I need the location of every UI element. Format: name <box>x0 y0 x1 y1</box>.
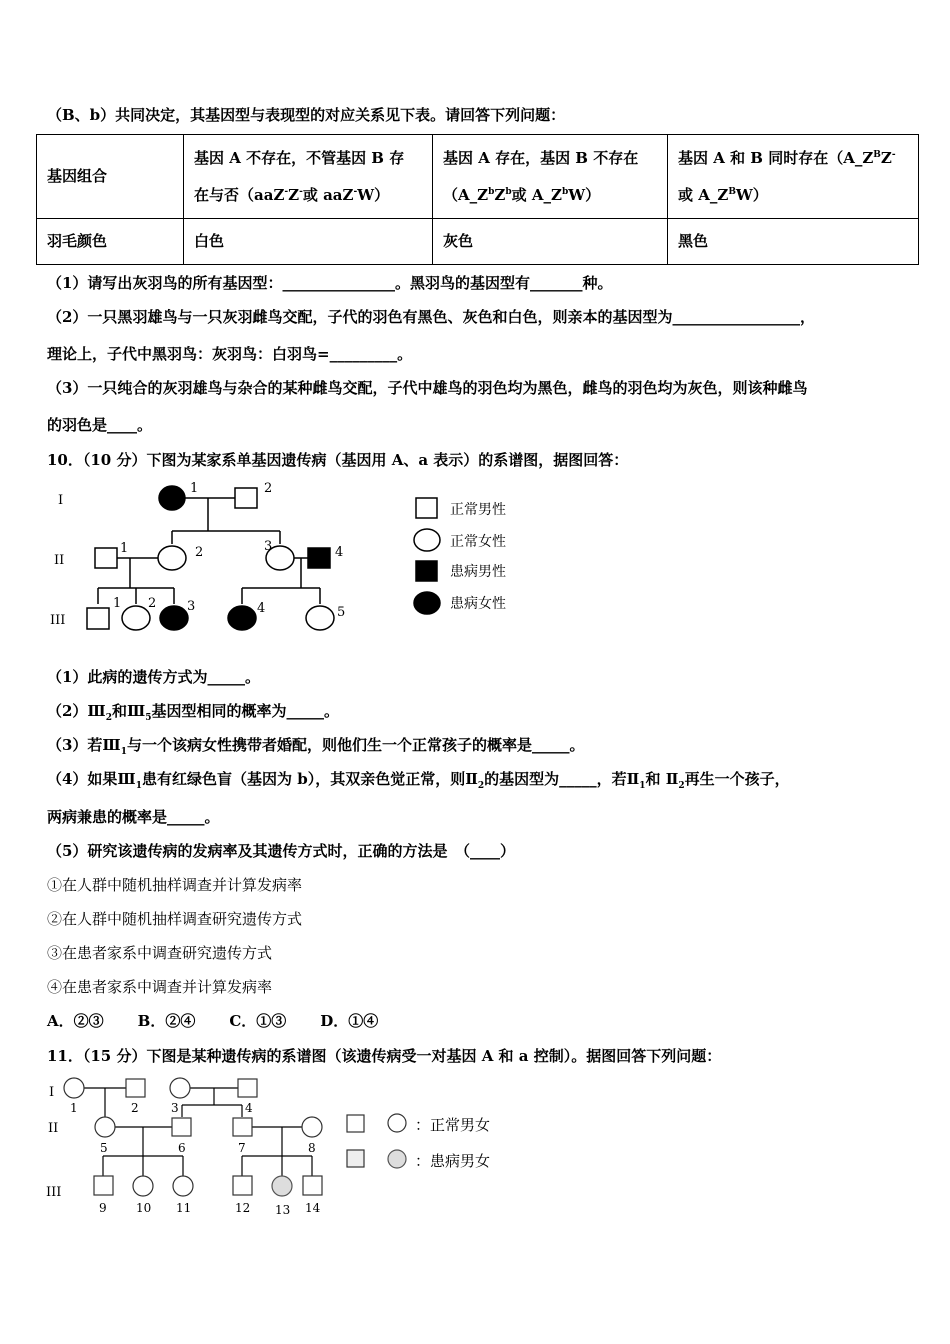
q11-legend-normal-male <box>347 1115 364 1132</box>
q11-num: 13 <box>275 1203 291 1217</box>
q11-num: 8 <box>308 1141 316 1155</box>
q11-gen-II: II <box>48 1121 59 1136</box>
q11-num: 14 <box>305 1201 321 1215</box>
q11-III11 <box>173 1176 193 1196</box>
q11-num: 7 <box>238 1141 246 1155</box>
q10-part5: （5）研究该遗传病的发病率及其遗传方式时，正确的方法是 （____） <box>47 842 515 860</box>
q11-num: 4 <box>245 1101 253 1115</box>
table-cell-white: 白色 <box>184 219 433 265</box>
q9-part1: （1）请写出灰羽鸟的所有基因型：_______________。黑羽鸟的基因型有_______种。 <box>47 274 613 292</box>
q9-part2b: 理论上，子代中黑羽鸟：灰羽鸟：白羽鸟=_________。 <box>47 345 413 363</box>
q11-III10 <box>133 1176 153 1196</box>
q10-legend-affected-male <box>416 561 437 581</box>
q10-legend-affected-female <box>414 592 440 614</box>
table-header-combo: 基因组合 <box>37 135 184 219</box>
q11-III13 <box>272 1176 292 1196</box>
q10-num: 2 <box>148 596 157 611</box>
q10-num: 4 <box>257 601 266 616</box>
q10-item: ①在人群中随机抽样调查并计算发病率 <box>47 876 303 894</box>
q10-title: 10．（10 分）下图为某家系单基因遗传病（基因用 A、a 表示）的系谱图，据图回答： <box>47 451 629 469</box>
q10-II1-normal-male <box>95 548 117 568</box>
q10-num: 2 <box>264 481 273 496</box>
q11-legend-affected-male <box>347 1150 364 1167</box>
q11-II6 <box>172 1118 191 1136</box>
q10-item: ③在患者家系中调查研究遗传方式 <box>47 944 273 962</box>
q11-I3 <box>170 1078 190 1098</box>
table-cell-a-present-b-absent: 基因 A 存在，基因 B 不存在 （$A\_Z^bZ^b$或 $A\_Z^bW$） <box>433 135 668 219</box>
q11-legend-normal-female <box>388 1114 406 1132</box>
q10-gen-III: III <box>50 613 66 628</box>
q10-num: 3 <box>187 599 196 614</box>
q9-part3a: （3）一只纯合的灰羽雄鸟与杂合的某种雌鸟交配，子代中雄鸟的羽色均为黑色，雌鸟的羽色均为灰色，则该种雌鸟 <box>47 379 808 397</box>
q10-num: 3 <box>264 539 273 554</box>
q11-III9 <box>94 1176 113 1195</box>
q10-num: 4 <box>335 545 344 560</box>
q10-III1-normal-male <box>87 608 109 629</box>
q10-legend-normal-female <box>414 529 440 551</box>
q10-option-b[interactable]: B．②④ <box>137 1012 196 1030</box>
table-header-color: 羽毛颜色 <box>37 219 184 265</box>
q10-num: 1 <box>113 596 122 611</box>
q11-legend-label: ：患病男女 <box>415 1152 491 1170</box>
q11-II7 <box>233 1118 252 1136</box>
q10-II4-affected-male <box>308 548 330 568</box>
q10-num: 5 <box>337 605 346 620</box>
q11-num: 12 <box>235 1201 251 1215</box>
table-cell-black: 黑色 <box>668 219 919 265</box>
q11-pedigree <box>40 1072 540 1222</box>
q11-III14 <box>303 1176 322 1195</box>
q11-gen-I: I <box>49 1085 55 1100</box>
q11-I2 <box>126 1079 145 1097</box>
q11-I1 <box>64 1078 84 1098</box>
q11-num: 6 <box>178 1141 186 1155</box>
q11-legend-label: ：正常男女 <box>415 1116 491 1134</box>
q10-part2: $(2)Ⅲ_2$和$Ⅲ_5$基因型相同的概率为_____。 <box>47 702 340 723</box>
q10-part4b: 两病兼患的概率是_____。 <box>47 808 220 826</box>
q11-num: 10 <box>136 1201 152 1215</box>
q11-num: 1 <box>70 1101 78 1115</box>
q10-gen-I: I <box>58 493 64 508</box>
q10-num: 1 <box>120 541 129 556</box>
q11-gen-III: III <box>46 1185 62 1200</box>
q10-gen-II: II <box>54 553 65 568</box>
genotype-table <box>36 134 919 265</box>
q10-item: ②在人群中随机抽样调查研究遗传方式 <box>47 910 303 928</box>
q10-legend-label: 患病男性 <box>450 564 506 580</box>
q11-num: 9 <box>99 1201 107 1215</box>
q11-num: 3 <box>171 1101 179 1115</box>
q10-III2-normal-female <box>122 606 150 630</box>
q11-title: 11．（15 分）下图是某种遗传病的系谱图（该遗传病受一对基因 A 和 a 控制）。据图回答下列问题： <box>47 1047 722 1065</box>
q11-num: 5 <box>100 1141 108 1155</box>
q10-legend-label: 正常女性 <box>450 534 506 550</box>
q10-num: 1 <box>190 481 199 496</box>
q10-I2-normal-male <box>235 488 257 508</box>
q10-option-d[interactable]: D．①④ <box>320 1012 379 1030</box>
q10-item: ④在患者家系中调查并计算发病率 <box>47 978 273 996</box>
q10-part1: （1）此病的遗传方式为_____。 <box>47 668 260 686</box>
q10-III3-affected-female <box>160 606 188 630</box>
q10-III4-affected-female <box>228 606 256 630</box>
q11-num: 2 <box>131 1101 139 1115</box>
q10-II2-normal-female <box>158 546 186 570</box>
q10-III5-normal-female <box>306 606 334 630</box>
q10-legend-label: 患病女性 <box>450 596 506 612</box>
q10-legend-normal-male <box>416 498 437 518</box>
q10-I1-affected-female <box>159 486 185 510</box>
table-cell-a-absent: 基因 A 不存在，不管基因 B 存 在与否（aaZ-Z-或 aaZ-W） <box>184 135 433 219</box>
q10-legend-label: 正常男性 <box>450 502 506 518</box>
q9-part2a: （2）一只黑羽雄鸟与一只灰羽雌鸟交配，子代的羽色有黑色、灰色和白色，则亲本的基因型为_________________， <box>47 308 815 326</box>
q10-part4a: （4）如果$Ⅲ_1$患有红绿色盲（基因为 b），其双亲色觉正常，则$Ⅱ_2$的基因型为_____，若$Ⅱ_1$和 $Ⅱ_2$再生一个孩子， <box>47 770 790 791</box>
q11-legend-affected-female <box>388 1150 406 1168</box>
q10-part3: （3）若$Ⅲ_1$与一个该病女性携带者婚配，则他们生一个正常孩子的概率是_____。 <box>47 736 585 757</box>
q11-I4 <box>238 1079 257 1097</box>
q11-II5 <box>95 1117 115 1137</box>
q10-pedigree <box>40 476 530 646</box>
q10-num: 2 <box>195 545 204 560</box>
q9-part3b: 的羽色是____。 <box>47 416 153 434</box>
table-cell-ab-present: 基因 A 和 B 同时存在（$A\_Z^BZ^-$ 或 $A\_Z^BW$） <box>668 135 919 219</box>
q10-option-c[interactable]: C．①③ <box>229 1012 287 1030</box>
q11-num: 11 <box>176 1201 192 1215</box>
intro-line: （B、b）共同决定，其基因型与表现型的对应关系见下表。请回答下列问题： <box>47 106 566 124</box>
q11-III12 <box>233 1176 252 1195</box>
q11-II8 <box>302 1117 322 1137</box>
q10-options <box>47 1010 412 1031</box>
q10-option-a[interactable]: A．②③ <box>47 1012 104 1030</box>
table-cell-gray: 灰色 <box>433 219 668 265</box>
